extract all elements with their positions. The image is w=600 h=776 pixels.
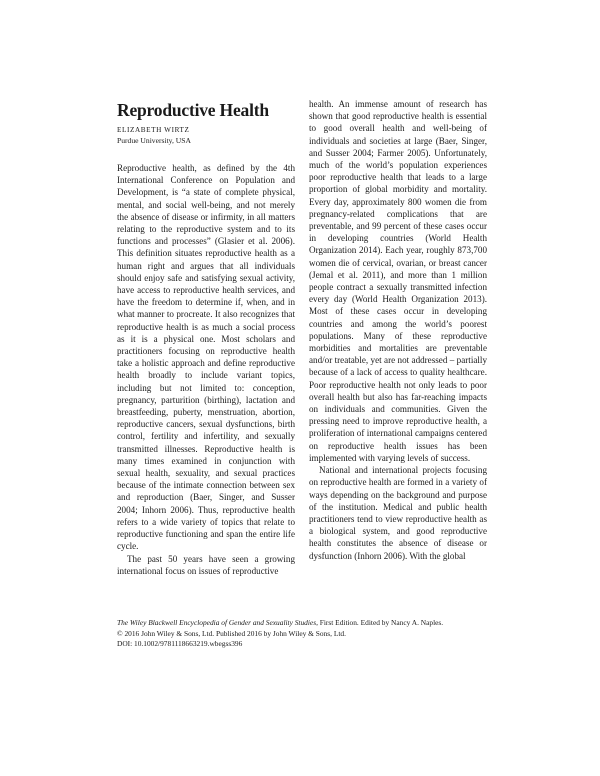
body-paragraph: The past 50 years have seen a growing international focus on issues of reproductive bbox=[117, 553, 295, 576]
body-paragraph: health. An immense amount of research has shown that good reproductive health is essential to good overall health and well-being of individuals and societies at large (Baer, Singer, and Susser 2004; Farmer 2005). Unfortunately, much of the world’s population experiences poor reproductive health that leads to a large proportion of global morbidity and mortality. Every day, approximately 800 women die from pregnancy-related complications that are preventable, and 99 percent of these cases occur in developing countries (World Health Organization 2014). Each year, roughly 873,700 women die of cervical, ovarian, or breast cancer (Jemal et al. 2011), and more than 1 million people contract a sexually transmitted infection every day (World Health Organization 2013). Most of these cases occur in developing countries and among the world’s poorest populations. Many of these reproductive morbidities and mortalities are preventable and/or treatable, yet are not addressed – partially because of a lack of access to quality healthcare. Poor reproductive health not only leads to poor overall health but also has far-reaching impacts on individuals and communities. Given the pressing need to improve reproductive health, a proliferation of international campaigns centered on reproductive health issues has been implemented with varying levels of success. bbox=[309, 99, 487, 463]
edition-info: , First Edition. Edited by Nancy A. Naples. bbox=[316, 618, 444, 627]
body-paragraph: National and international projects focusing on reproductive health are formed in a variety of ways depending on the background and purpose of the institution. Medical and public health practitioners tend to view reproductive health as a biological system, and good reproductive health constitutes the absence of disease or dysfunction (Inhorn 2006). With the global bbox=[309, 465, 487, 561]
right-column bbox=[309, 98, 487, 562]
citation-footer bbox=[117, 618, 487, 650]
copyright-line: © 2016 John Wiley & Sons, Ltd. Published 2016 by John Wiley & Sons, Ltd. bbox=[117, 628, 346, 638]
book-title: The Wiley Blackwell Encyclopedia of Gender and Sexuality Studies bbox=[117, 618, 317, 627]
article-title: Reproductive Health bbox=[117, 100, 269, 120]
citation-line bbox=[117, 618, 487, 629]
author-name: ELIZABETH WIRTZ bbox=[117, 126, 190, 134]
body-paragraph: Reproductive health, as defined by the 4th International Conference on Population and Development, is “a state of complete physical, mental, and social well-being, and not merely the absence of disease or infirmity, in all matters relating to the reproductive system and to its functions and processes” (Glasier et al. 2006). This definition situates reproductive health as a human right and argues that all individuals should enjoy safe and satisfying sexual activity, have access to reproductive health services, and have the freedom to determine if, when, and in what manner to procreate. It also recognizes that reproductive health is as much a social process as it is a physical one. Most scholars and practitioners focusing on reproductive health take a holistic approach and define reproductive health broadly to include variant topics, including but not limited to: conception, pregnancy, parturition (birthing), lactation and breastfeeding, puberty, menstruation, abortion, reproductive cancers, sexual dysfunctions, birth control, fertility and infertility, and sexually transmitted illnesses. Reproductive health is many times examined in conjunction with sexual health, sexuality, and sexual practices because of the intimate connection between sex and reproduction (Baer, Singer, and Susser 2004; Inhorn 2006). Thus, reproductive health refers to a wide variety of topics that relate to reproductive functioning and span the entire life cycle. bbox=[117, 163, 295, 552]
author-affiliation: Purdue University, USA bbox=[117, 136, 191, 145]
doi-line: DOI: 10.1002/9781118663219.wbegss396 bbox=[117, 639, 243, 648]
left-column bbox=[117, 100, 295, 577]
